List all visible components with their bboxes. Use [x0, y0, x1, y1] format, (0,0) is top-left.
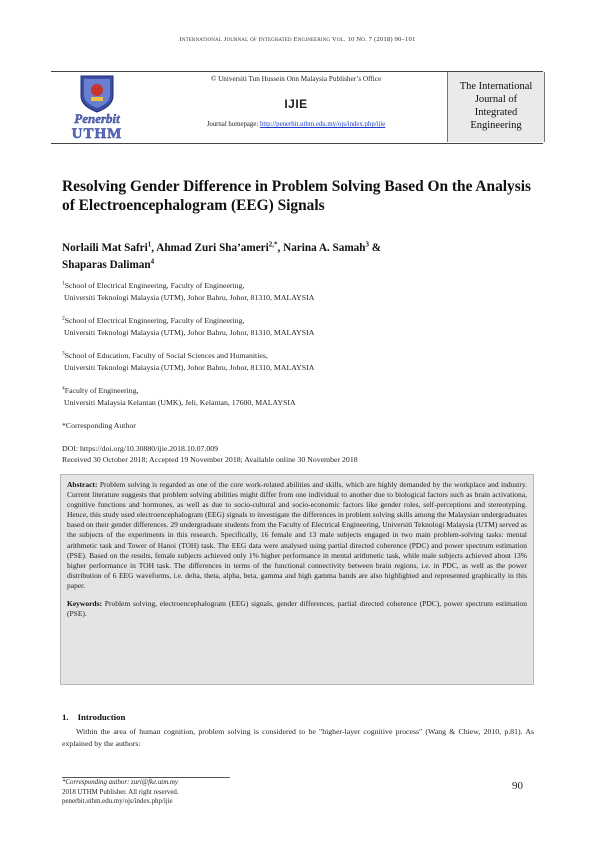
affiliation-line: Universiti Teknologi Malaysia (UTM), Johor Bahru, Johor, 81310, MALAYSIA — [64, 327, 315, 337]
author-sup: 1 — [147, 240, 152, 249]
abstract-label: Abstract: — [67, 480, 98, 489]
masthead-top-rule — [51, 71, 543, 72]
footnote-url[interactable]: penerbit.uthm.edu.my/ojs/index.php/ijie — [62, 798, 173, 806]
paper-title: Resolving Gender Difference in Problem Solving Based On the Analysis of Electroencephalogram (EEG) Signals — [62, 178, 532, 214]
abstract-box — [60, 474, 534, 685]
running-header: International Journal of Integrated Engineering Vol. 10 No. 7 (2018) 90–101 — [179, 36, 416, 43]
footnote-rights: 2018 UTHM Publisher. All right reserved. — [62, 788, 179, 796]
masthead-bottom-rule — [51, 143, 543, 144]
journal-box-line: The International — [459, 81, 533, 93]
affiliation-line: Universiti Teknologi Malaysia (UTM), Johor Bahru, Johor, 81310, MALAYSIA — [64, 292, 315, 302]
author-sup: 2,* — [268, 240, 278, 249]
affiliation — [62, 315, 482, 338]
section-title: Introduction — [77, 712, 126, 722]
affiliation-line: School of Electrical Engineering, Faculty of Engineering, — [64, 281, 245, 290]
author-sep: , — [151, 242, 157, 254]
section-heading-introduction — [62, 712, 125, 722]
keywords-paragraph — [67, 599, 527, 619]
section-number: 1. — [62, 712, 69, 722]
doi-line[interactable]: DOI: https://doi.org/10.30880/ijie.2018.10.07.009 — [62, 444, 219, 453]
affiliation-sup: 3 — [62, 350, 65, 357]
copyright-line: © Universiti Tun Hussein Onn Malaysia Publisher’s Office — [210, 75, 382, 83]
affiliation-line: Faculty of Engineering, — [64, 386, 139, 395]
corresponding-author-label: *Corresponding Author — [62, 421, 136, 430]
footnote-corresponding: *Corresponding author: zuri@fke.utm.my — [62, 779, 178, 786]
affiliation-line: School of Electrical Engineering, Faculty of Engineering, — [64, 316, 245, 325]
logo-graphic — [51, 72, 143, 142]
footer-notes — [62, 778, 179, 807]
homepage-link[interactable]: http://penerbit.uthm.edu.my/ojs/index.php/ijie — [259, 121, 386, 128]
homepage-label: Journal homepage: — [206, 121, 260, 128]
affiliation-sup: 4 — [62, 385, 65, 392]
affiliation-sup: 1 — [62, 280, 65, 287]
author-sep: , — [277, 242, 284, 254]
author-name: Ahmad Zuri Sha’ameri — [156, 242, 269, 254]
logo-text-penerbit: Penerbit — [74, 111, 120, 126]
author-sup: 3 — [365, 240, 369, 249]
affiliation — [62, 280, 482, 303]
logo-text-uthm: UTHM — [71, 126, 123, 142]
journal-name-box — [447, 72, 545, 142]
journal-box-line: Integrated — [474, 107, 518, 118]
author-sup: 4 — [150, 257, 155, 266]
author-sep: & — [368, 242, 382, 254]
affiliation-line: Universiti Malaysia Kelantan (UMK), Jeli, Kelantan, 17600, MALAYSIA — [64, 397, 296, 407]
dates-line: Received 30 October 2018; Accepted 19 November 2018; Available online 30 November 2018 — [62, 455, 358, 465]
masthead-center — [150, 72, 442, 142]
ijie-mark: IJIE — [284, 97, 308, 111]
page-number: 90 — [512, 780, 523, 792]
author-name: Shaparas Daliman — [62, 259, 151, 271]
keywords-text: Problem solving, electroencephalogram (EEG) signals, gender differences, partial directed coherence (PDC), power spectrum estimation (PSE). — [67, 599, 528, 619]
journal-box-line: Journal of — [474, 94, 518, 106]
abstract-paragraph — [67, 480, 527, 591]
author-name: Narina A. Samah — [283, 242, 366, 254]
penerbit-uthm-logo — [51, 72, 143, 142]
keywords-label: Keywords: — [67, 599, 102, 609]
journal-box-line: Engineering — [470, 119, 522, 131]
journal-homepage — [150, 121, 442, 128]
author-name: Norlaili Mat Safri — [62, 242, 148, 254]
intro-paragraph: Within the area of human cognition, problem solving is considered to be "higher-layer cognitive process" (Wang & Chiew, 2010, p.81). As explained by the authors: — [62, 727, 534, 748]
affiliation-line: Universiti Teknologi Malaysia (UTM), Johor Bahru, Johor, 81310, MALAYSIA — [64, 362, 315, 372]
affiliation — [62, 385, 482, 408]
affiliation-line: School of Education, Faculty of Social Sciences and Humanities, — [64, 351, 268, 360]
abstract-text: Problem solving is regarded as one of the core work-related abilities and skills, which are highly demanded by the workplace and industry. Current literature suggests that problem solving abilities might differ from one individual to another due to biological factors such as brain activationa, cognitive functions and hormones, as well as due to socio-cultural and socio-economic factors like gender roles, self-perceptions and stereotyping. Hence, this study used electroencephalogram (EEG) signals to investigate the differences in problem solving skills among the Malaysian undergraduates based on their gender differences. 29 undergraduate students from the Faculty of Electrical Engineering, Universiti Teknologi Malaysia (UTM) served as the subjects of the experiments in this research. Specifically, 16 female and 13 male subjects engaged in two main problem-solving tasks: mental arithmetic task and Tower of Hanoi (TOH) task. The EEG data were analysed using partial directed coherence (PDC) and power spectrum estimation (PSE). Based on the results, female subjects achieved only 1% higher performance in mental arithmetic task, while male subjects achieved about 13% higher performance in TOH task. The differences in terms of the functional connectivity between brain regions, i.e. in PDC, as well as the power distribution of 6 EEG waveforms, i.e. delta, theta, alpha, beta, gamma and high gamma bands are also highlighted and represented graphically in this paper. — [67, 480, 528, 590]
author-list — [62, 240, 482, 274]
affiliation — [62, 350, 482, 373]
affiliation-sup: 2 — [62, 315, 65, 322]
doi-block — [62, 443, 358, 466]
